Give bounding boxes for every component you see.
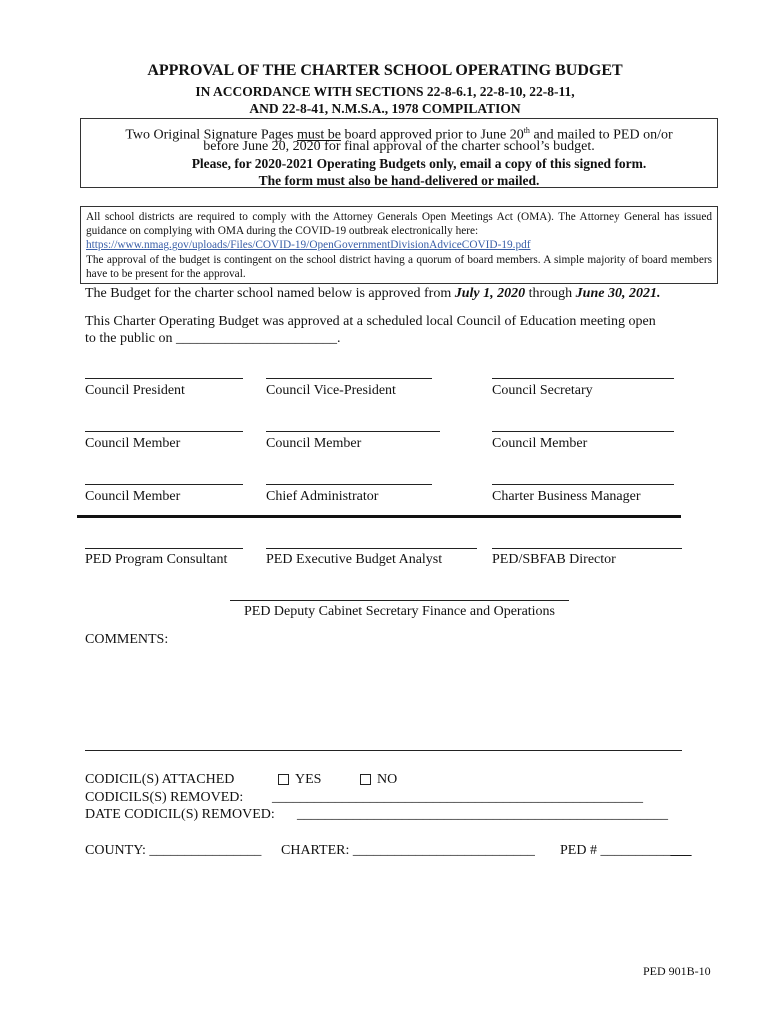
notice-superscript: th xyxy=(523,126,530,135)
ped-program-consultant-label: PED Program Consultant xyxy=(85,552,228,567)
signature-line[interactable] xyxy=(492,431,674,432)
meeting-statement-1: This Charter Operating Budget was approved at a scheduled local Council of Education meeting open xyxy=(85,314,656,329)
signature-line[interactable] xyxy=(266,431,440,432)
notice-line-4: The form must also be hand-delivered or mailed. xyxy=(258,173,540,188)
charter-business-manager-label: Charter Business Manager xyxy=(492,489,641,504)
oma-guidance-link[interactable]: https://www.nmag.gov/uploads/Files/COVID-19/OpenGovernmentDivisionAdviceCOVID-19.pdf xyxy=(86,239,531,252)
codicil-attached-label: CODICIL(S) ATTACHED xyxy=(85,772,235,787)
council-member-label: Council Member xyxy=(85,489,181,504)
checkbox-icon[interactable] xyxy=(278,774,289,785)
document-title: APPROVAL OF THE CHARTER SCHOOL OPERATING BUDGET xyxy=(147,62,623,79)
document-subtitle-2: AND 22-8-41, N.M.S.A., 1978 COMPILATION xyxy=(249,101,521,116)
council-member-label: Council Member xyxy=(85,436,181,451)
yes-label: YES xyxy=(295,772,322,787)
signature-line[interactable] xyxy=(492,378,674,379)
charter-field[interactable]: CHARTER: __________________________ xyxy=(281,843,535,858)
signature-line[interactable] xyxy=(85,378,243,379)
codicil-removed-label: CODICILS(S) REMOVED: xyxy=(85,790,244,805)
notice-text: Two Original Signature Pages xyxy=(125,127,298,143)
approval-from-date: July 1, 2020 xyxy=(454,286,526,301)
meeting-date-field[interactable]: to the public on _______________________. xyxy=(85,331,341,346)
county-field[interactable]: COUNTY: ________________ xyxy=(85,843,262,858)
council-member-label: Council Member xyxy=(492,436,588,451)
form-id: PED 901B-10 xyxy=(643,964,711,978)
signature-line[interactable] xyxy=(85,484,243,485)
codicil-no-option[interactable] xyxy=(360,772,397,788)
notice-underlined-text: must be xyxy=(297,127,341,143)
council-secretary-label: Council Secretary xyxy=(492,383,593,398)
approval-text: through xyxy=(525,286,576,301)
signature-line[interactable] xyxy=(492,548,682,549)
approval-text: The Budget for the charter school named below is approved from xyxy=(85,286,455,301)
signature-line[interactable] xyxy=(85,431,243,432)
date-codicil-removed-field[interactable]: _____________________________________________________ xyxy=(297,807,668,822)
oma-text: All school districts are required to comply with the Attorney Generals Open Meetings Act (OMA). The Attorney General has issued guidance on complying with OMA during the COVID-19 outbreak electronically here: xyxy=(86,211,712,238)
ped-number-field[interactable] xyxy=(560,843,691,859)
checkbox-icon[interactable] xyxy=(360,774,371,785)
council-vice-president-label: Council Vice-President xyxy=(266,383,396,398)
codicil-yes-option[interactable] xyxy=(278,772,321,788)
section-divider xyxy=(77,515,681,518)
quorum-text: The approval of the budget is contingent on the school district having a quorum of board members. A simple majority of board members have to be present for the approval. xyxy=(86,253,712,280)
signature-notice-box xyxy=(80,118,718,188)
signature-line[interactable] xyxy=(85,548,243,549)
notice-text: board approved prior to June 20 xyxy=(340,127,524,143)
notice-line-3: Please, for 2020-2021 Operating Budgets only, email a copy of this signed form. xyxy=(191,156,647,171)
ped-number-tail: ___ xyxy=(670,843,692,858)
notice-text: and mailed to PED on/or xyxy=(529,127,673,143)
signature-line[interactable] xyxy=(492,484,674,485)
signature-line[interactable] xyxy=(230,600,569,601)
council-member-label: Council Member xyxy=(266,436,362,451)
signature-line[interactable] xyxy=(266,484,432,485)
date-codicil-removed-label: DATE CODICIL(S) REMOVED: xyxy=(85,807,275,822)
ped-deputy-label: PED Deputy Cabinet Secretary Finance and Operations xyxy=(243,604,556,619)
approval-to-date: June 30, 2021. xyxy=(575,286,661,301)
ped-number-label: PED # __________ xyxy=(560,843,671,858)
comments-field[interactable] xyxy=(85,750,682,751)
no-label: NO xyxy=(377,772,398,787)
ped-sbfab-director-label: PED/SBFAB Director xyxy=(492,552,616,567)
ped-executive-budget-analyst-label: PED Executive Budget Analyst xyxy=(266,552,443,567)
signature-line[interactable] xyxy=(266,378,432,379)
chief-administrator-label: Chief Administrator xyxy=(266,489,379,504)
signature-line[interactable] xyxy=(266,548,477,549)
codicil-removed-field[interactable]: _____________________________________________________ xyxy=(272,790,643,805)
comments-label: COMMENTS: xyxy=(85,632,169,647)
council-president-label: Council President xyxy=(85,383,185,398)
document-subtitle-1: IN ACCORDANCE WITH SECTIONS 22-8-6.1, 22-8-10, 22-8-11, xyxy=(195,84,575,99)
approval-period xyxy=(85,286,660,302)
notice-line-2: before June 20, 2020 for final approval of the charter school’s budget. xyxy=(203,139,595,154)
oma-notice-box xyxy=(80,206,718,284)
